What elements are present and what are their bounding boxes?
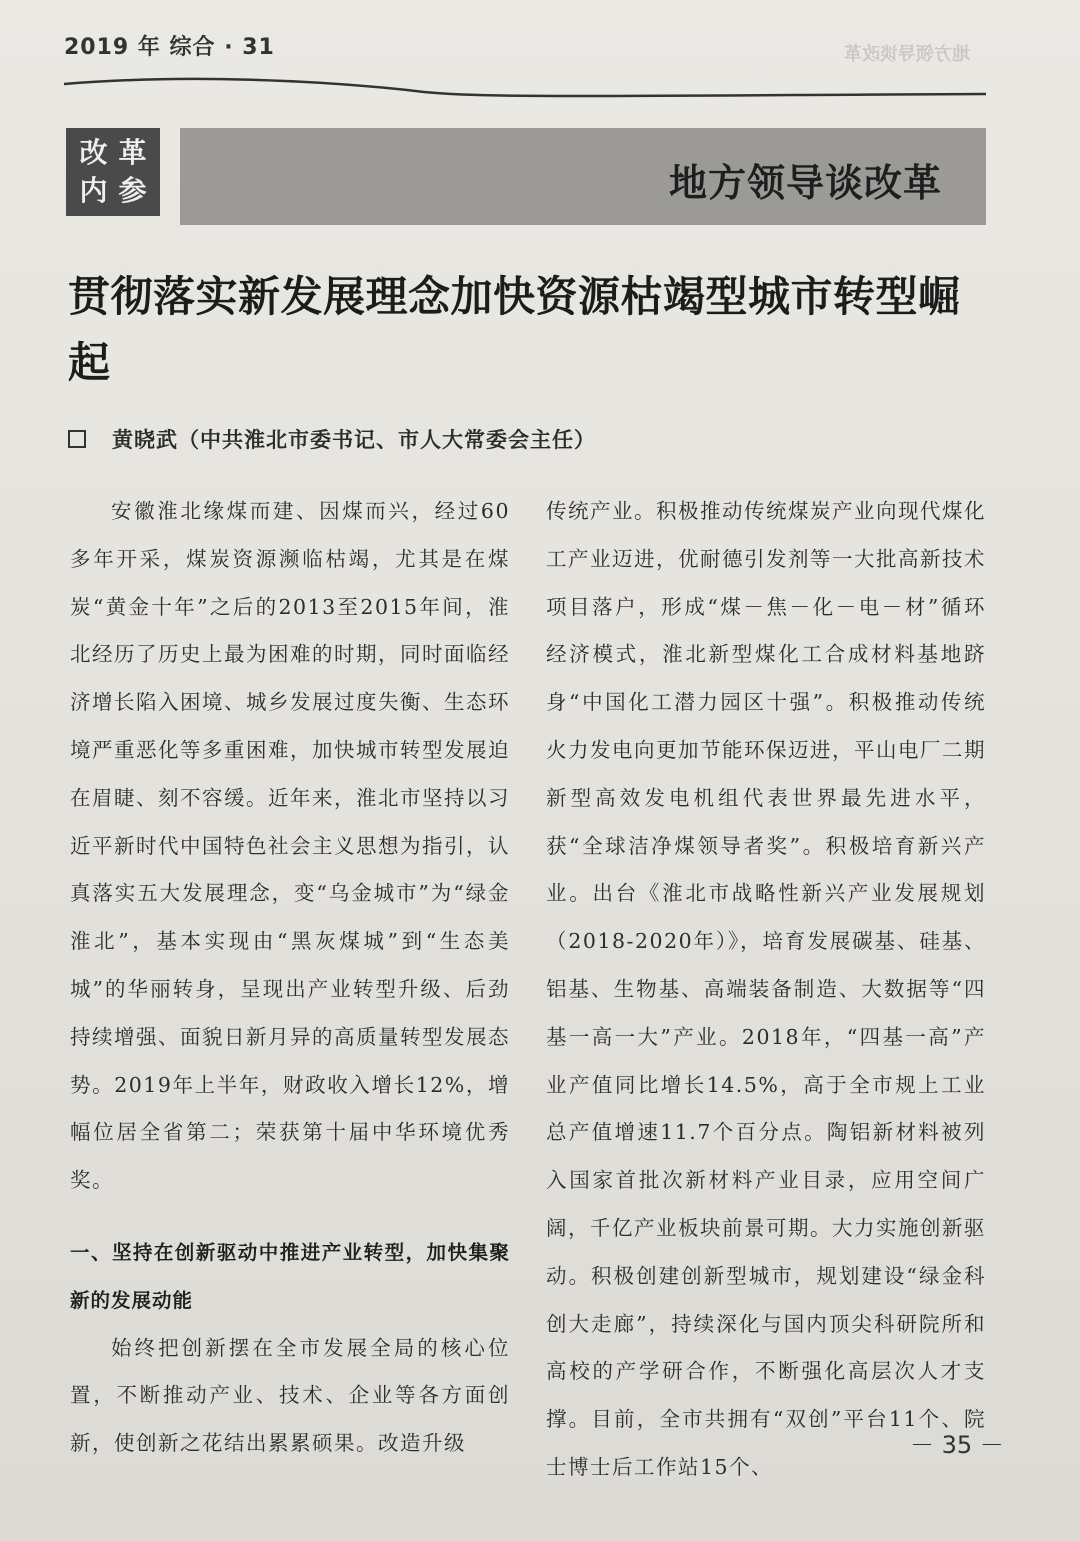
- byline: [68, 424, 596, 454]
- page-number: － 35 －: [910, 1431, 1004, 1459]
- badge-char: 内: [79, 174, 108, 207]
- left-column: [70, 488, 510, 1468]
- badge-char: 改: [79, 136, 108, 169]
- author: 黄晓武（中共淮北市委书记、市人大常委会主任）: [112, 427, 596, 452]
- section-heading: 一、坚持在创新驱动中推进产业转型，加快集聚新的发展动能: [70, 1240, 510, 1312]
- square-bullet-icon: [68, 430, 86, 448]
- running-head: 2019 年 综合 · 31: [64, 35, 275, 60]
- right-column: [546, 488, 986, 1492]
- body-paragraph: 传统产业。积极推动传统煤炭产业向现代煤化工产业迈进，优耐德引发剂等一大批高新技术项目落户，形成“煤－焦－化－电－材”循环经济模式，淮北新型煤化工合成材料基地跻身“中国化工潜力园区十强”。积极推动传统火力发电向更加节能环保迈进，平山电厂二期新型高效发电机组代表世界最先进水平，获“全球洁净煤领导者奖”。积极培育新兴产业。出台《淮北市战略性新兴产业发展规划（2018-2020年）》，培育发展碳基、硅基、铝基、生物基、高端装备制造、大数据等“四基一高一大”产业。2018年，“四基一高”产业产值同比增长14.5%，高于全市规上工业总产值增速11.7个百分点。陶铝新材料被列入国家首批次新材料产业目录，应用空间广阔，千亿产业板块前景可期。大力实施创新驱动。积极创建创新型城市，规划建设“绿金科创大走廊”，持续深化与国内顶尖科研院所和高校的产学研合作，不断强化高层次人才支撑。目前，全市共拥有“双创”平台11个、院士博士后工作站15个、: [546, 499, 986, 1479]
- article-title: 贯彻落实新发展理念加快资源枯竭型城市转型崛起: [68, 272, 961, 387]
- intro-paragraph: 安徽淮北缘煤而建、因煤而兴，经过60多年开采，煤炭资源濒临枯竭，尤其是在煤炭“黄金十年”之后的2013至2015年间，淮北经历了历史上最为困难的时期，同时面临经济增长陷入困境、城乡发展过度失衡、生态环境严重恶化等多重困难，加快城市转型发展迫在眉睫、刻不容缓。近年来，淮北市坚持以习近平新时代中国特色社会主义思想为指引，认真落实五大发展理念，变“乌金城市”为“绿金淮北”，基本实现由“黑灰煤城”到“生态美城”的华丽转身，呈现出产业转型升级、后劲持续增强、面貌日新月异的高质量转型发展态势。2019年上半年，财政收入增长12%，增幅位居全省第二；荣获第十届中华环境优秀奖。: [70, 499, 510, 1193]
- badge-char: 参: [118, 174, 147, 207]
- body-paragraph: 始终把创新摆在全市发展全局的核心位置，不断推动产业、技术、企业等各方面创新，使创新之花结出累累硕果。改造升级: [70, 1335, 510, 1456]
- section-title: 地方领导谈改革: [668, 160, 942, 205]
- wave-divider: [64, 72, 986, 102]
- column-badge: [66, 128, 160, 216]
- badge-char: 革: [118, 136, 147, 169]
- show-through-text: 地方领导谈改革: [844, 44, 970, 65]
- section-banner: [180, 128, 986, 225]
